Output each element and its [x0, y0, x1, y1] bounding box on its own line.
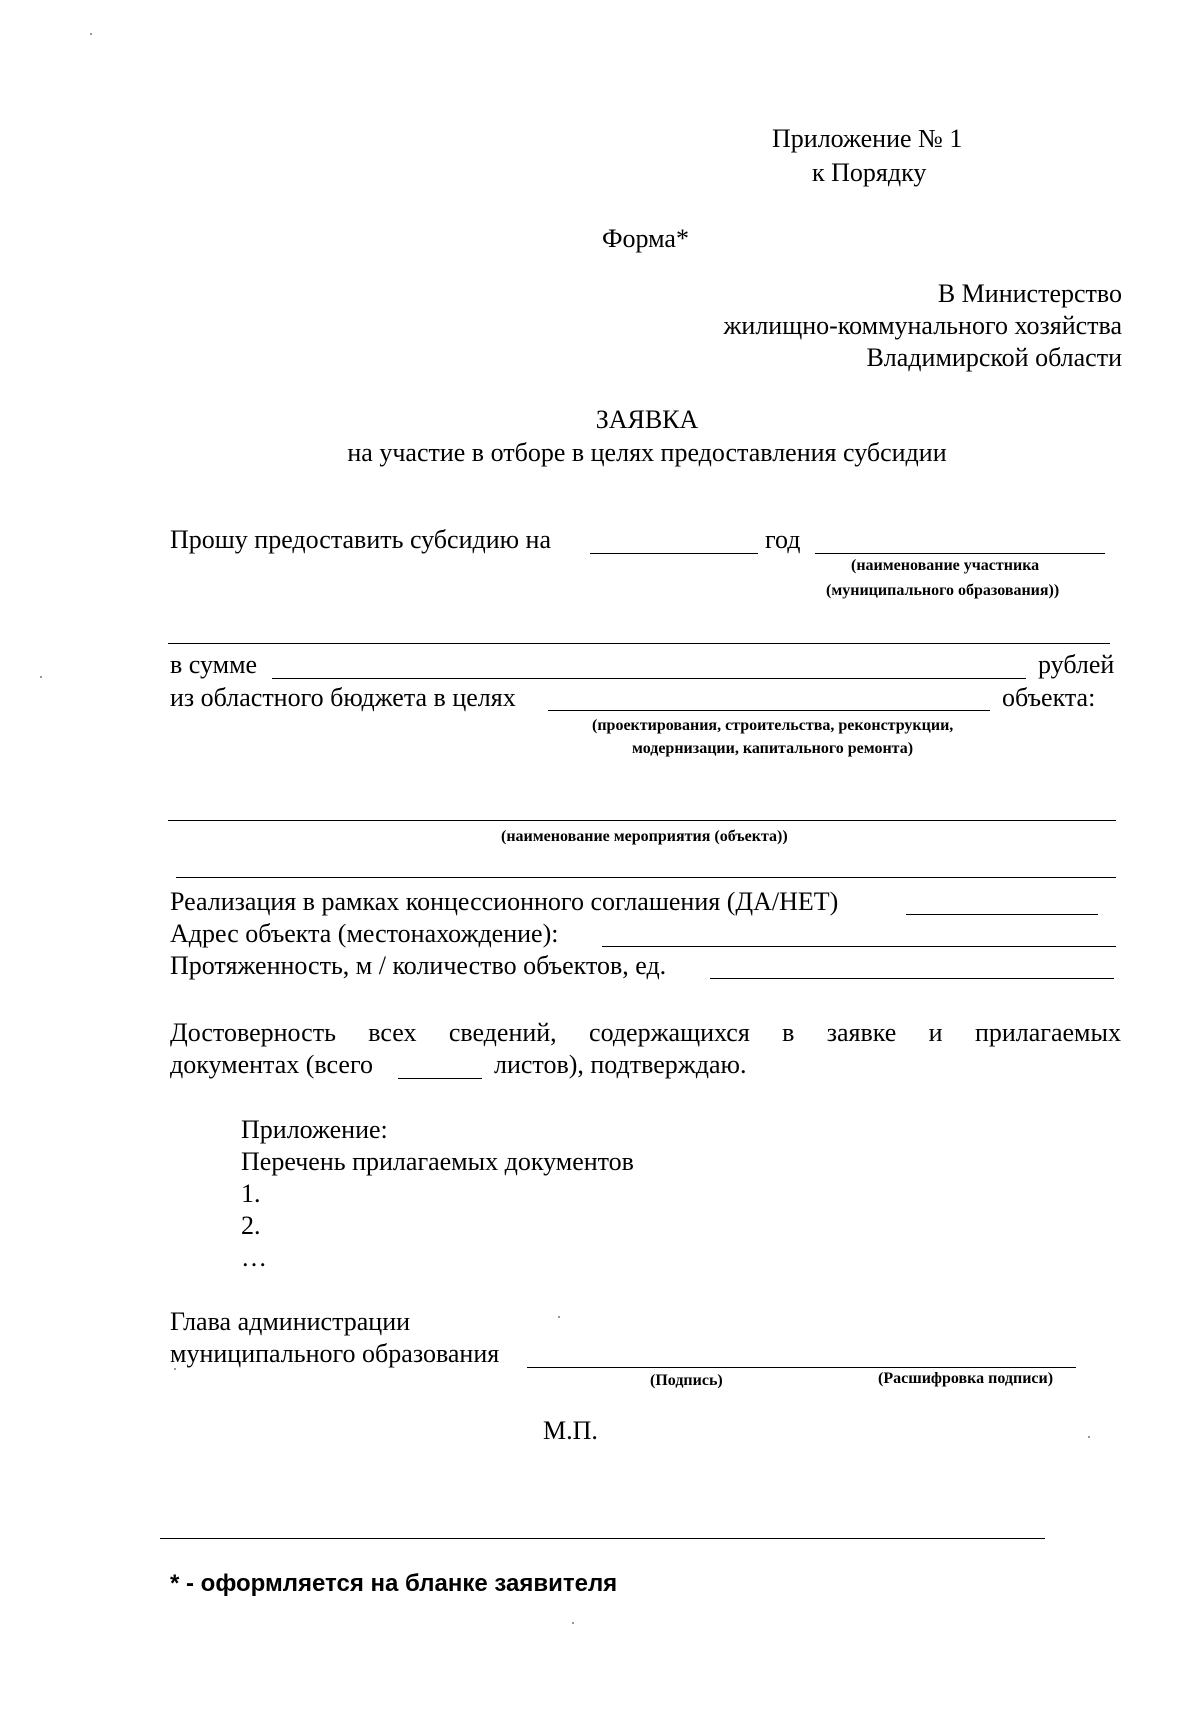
purpose-hint-1: (проектирования, строительства, реконструкции, [592, 717, 954, 734]
scan-speck [90, 33, 92, 35]
sum-prefix: в сумме [170, 650, 258, 679]
address-label: Адрес объекта (местонахождение): [170, 919, 559, 948]
confirmation-line-2-start: документах (всего [170, 1050, 373, 1079]
participant-hint-2: (муниципального образования)) [826, 582, 1060, 599]
addressee-line-1: В Министерство [937, 279, 1122, 308]
request-prefix: Прошу предоставить субсидию на [170, 525, 552, 554]
year-field[interactable] [590, 553, 758, 554]
confirm-word: Достоверность [170, 1018, 336, 1047]
scan-speck [40, 676, 42, 678]
confirm-word: сведений, [448, 1018, 557, 1047]
participant-name-continuation-field[interactable] [168, 643, 1110, 644]
appendix-number: Приложение № 1 [772, 124, 963, 153]
signature-title-line-2: муниципального образования [170, 1339, 500, 1368]
stamp-place-label: М.П. [543, 1416, 598, 1445]
object-name-field[interactable] [168, 820, 1116, 821]
object-name-continuation-field[interactable] [176, 877, 1116, 878]
footnote-separator [160, 1538, 1045, 1539]
scan-speck [174, 1368, 176, 1370]
signature-title-line-1: Глава администрации [170, 1307, 411, 1336]
sheet-count-field[interactable] [398, 1078, 482, 1079]
address-field[interactable] [602, 946, 1116, 947]
document-subtitle: на участие в отборе в целях предоставления субсидии [347, 438, 947, 467]
attachment-item: 1. [241, 1179, 261, 1208]
confirm-word: и [928, 1018, 943, 1047]
concession-label: Реализация в рамках концессионного соглашения (ДА/НЕТ) [170, 887, 839, 916]
sum-field[interactable] [272, 678, 1026, 679]
signature-field[interactable] [527, 1367, 1076, 1368]
confirm-word: прилагаемых [974, 1018, 1121, 1047]
scan-speck [558, 1316, 560, 1318]
attachments-heading: Приложение: [241, 1115, 388, 1144]
attachment-item: … [241, 1243, 267, 1272]
confirm-word: в [782, 1018, 795, 1047]
attachments-list-title: Перечень прилагаемых документов [241, 1147, 634, 1176]
purpose-field[interactable] [548, 710, 990, 711]
form-label: Форма* [602, 224, 689, 253]
budget-suffix: объекта: [1002, 683, 1096, 712]
document-title: ЗАЯВКА [595, 405, 699, 434]
confirm-word: заявке [826, 1018, 897, 1047]
purpose-hint-2: модернизации, капитального ремонта) [632, 740, 914, 757]
scan-speck [1088, 1436, 1090, 1438]
length-label: Протяженность, м / количество объектов, ед. [170, 951, 667, 980]
length-field[interactable] [710, 978, 1114, 979]
confirm-word: содержащихся [589, 1018, 750, 1047]
sum-suffix: рублей [1038, 650, 1115, 679]
participant-name-field[interactable] [815, 553, 1105, 554]
addressee-line-2: жилищно-коммунального хозяйства [723, 311, 1122, 340]
concession-field[interactable] [906, 914, 1098, 915]
scan-speck [572, 1622, 574, 1624]
participant-hint-1: (наименование участника [851, 557, 1040, 574]
confirmation-line-2-end: листов), подтверждаю. [494, 1050, 747, 1079]
signature-decode-hint: (Расшифровка подписи) [878, 1370, 1054, 1387]
year-word: год [765, 525, 801, 554]
appendix-reference: к Порядку [812, 158, 927, 187]
addressee-line-3: Владимирской области [866, 343, 1122, 372]
footnote: * - оформляется на бланке заявителя [170, 1570, 618, 1597]
confirm-word: всех [368, 1018, 417, 1047]
object-hint: (наименование мероприятия (объекта)) [501, 828, 788, 845]
confirmation-line-1 [170, 1020, 1121, 1046]
signature-hint: (Подпись) [650, 1372, 723, 1389]
attachment-item: 2. [241, 1211, 261, 1240]
budget-prefix: из областного бюджета в целях [170, 683, 516, 712]
